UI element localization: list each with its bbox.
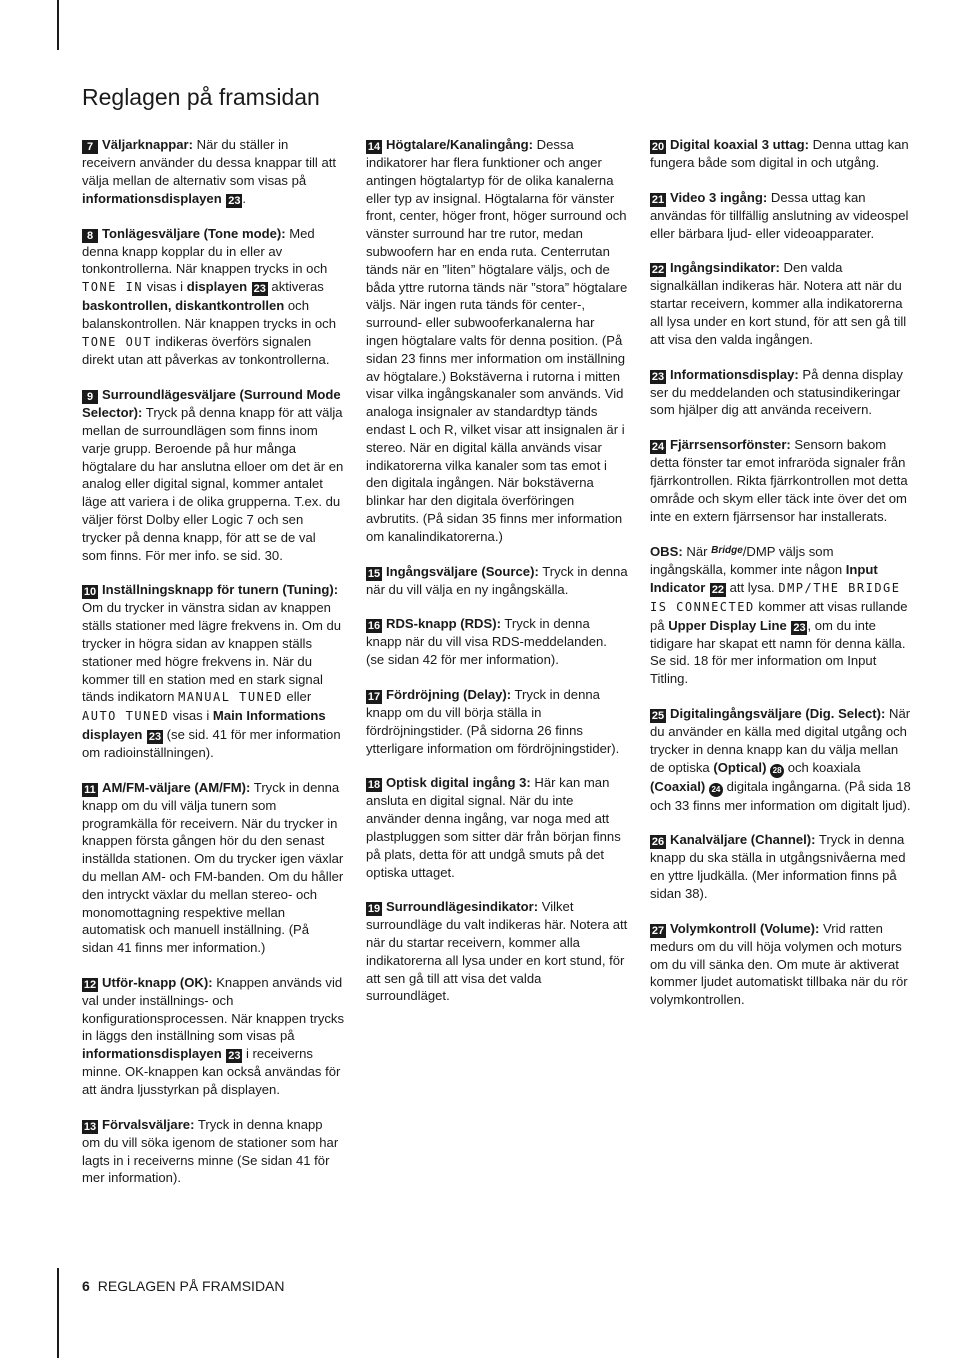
item-text: Vrid ratten medurs om du vill höja volymen och moturs om du vill sänka den. Om mute är aktiverat kommer ljudet automatiskt tillbaka när du rör volymkontrollen. (650, 920, 908, 1008)
number-badge: 16 (367, 620, 381, 633)
number-badge: 13 (83, 1120, 97, 1133)
circled-number-badge: 28 (770, 764, 784, 778)
number-badge: 23 (228, 194, 241, 207)
item-bold: (Coaxial) (650, 778, 706, 794)
footer-label: REGLAGEN PÅ FRAMSIDAN (97, 1278, 285, 1294)
number-badge: 23 (228, 1050, 241, 1063)
item-heading: Volymkontroll (Volume): (670, 920, 820, 936)
item-text: Med denna knapp kopplar du in eller av tonkontrollerna. När knappen trycks in och (82, 225, 328, 277)
display-text: MANUAL TUNED (178, 690, 283, 705)
item-heading: Väljarknappar: (102, 137, 193, 152)
item-bold: Main Informations displayen (82, 708, 326, 742)
number-badge: 25 (651, 709, 665, 722)
number-badge: 12 (83, 978, 97, 991)
display-text: DMP/THE BRIDGE IS CONNECTED (650, 580, 901, 614)
item-11 (82, 779, 344, 957)
item-9 (82, 386, 344, 564)
item-text: Tryck in denna knapp om du vill börja ställa in fördröjningstider. (På sidorna 26 finns ytterligare information om fördröjningstider). (366, 686, 620, 756)
item-text: Här kan man ansluta en digital signal. När du inte använder denna ingång, var noga med att plastpluggen som sitter där från början finns på plats, detta för att undgå smuts på det optiska uttaget. (366, 775, 621, 880)
item-text: När du använder en källa med digital utgång och trycker in denna knapp kan du välja mellan de optiska (650, 705, 911, 775)
column-right (650, 136, 912, 1026)
number-badge: 9 (82, 390, 98, 404)
item-27 (650, 920, 912, 1009)
item-heading: Fördröjning (Delay): (386, 686, 512, 702)
item-bold: Input Indicator (650, 562, 878, 595)
item-heading: Video 3 ingång: (670, 189, 768, 205)
item-21 (650, 189, 912, 243)
item-10 (82, 581, 344, 761)
footer-rule (57, 1268, 59, 1358)
number-badge: 15 (367, 567, 381, 580)
item-text: Tryck in denna när du vill välja en ny ingångskälla. (366, 563, 628, 597)
item-16 (366, 615, 628, 669)
item-text: Dessa indikatorer har flera funktioner och anger antingen högtalartyp för de olika kanalerna eller typ av insignal. Högtalarna för vänster front, center, höger front, höger surround och vänster surround har tre rutor, medan subwoofern har en enda ruta. Centerrutan tänds när en ”liten” högtalare väljs, och de båda yttre rutorna tänds när ”stora” högtalare väljs. När ingen ruta tänds för center-, surround- eller subwooferkanalerna har ingen högtalare valts för denna position. (På sidan 23 finns mer information om inställning av högtalare.) Bokstäverna i rutorna i mitten visar vilka ingångskanaler som används. Vid analoga insignaler av standardtyp tänds endast L och R, vilket visar att insignalen är i stereo. När en digital källa används visar indikatorerna vilka kanaler som tas emot i den digitala ingången. När bokstäverna blinkar har den digitala överföringen avbrutits. (På sidan 35 finns mer information om kanalindikatorerna.) (366, 137, 628, 544)
item-heading: Ingångsväljare (Source): (386, 563, 539, 579)
number-badge: 14 (367, 141, 381, 153)
item-7 (82, 136, 344, 208)
item-15 (366, 563, 628, 599)
number-badge: 8 (82, 229, 98, 243)
item-13 (82, 1116, 344, 1187)
item-heading: AM/FM-väljare (AM/FM): (102, 779, 251, 795)
item-17 (366, 686, 628, 757)
page-title: Reglagen på framsidan (82, 84, 320, 110)
item-heading: Tonlägesväljare (Tone mode): (102, 225, 286, 241)
number-badge: 7 (82, 140, 98, 154)
page-footer (82, 1278, 285, 1294)
item-text: eller (282, 689, 312, 705)
item-text: kommer att visas rullande på (650, 598, 908, 633)
item-text: När du ställer in receivern använder du dessa knappar till att välja mellan de alternativ som visas på (82, 137, 337, 188)
item-heading: Fjärrsensorfönster: (670, 437, 791, 453)
number-badge: 10 (83, 586, 97, 599)
item-bold: baskontrollen, diskantkontrollen (82, 297, 285, 313)
item-heading: Högtalare/Kanalingång: (386, 137, 533, 152)
item-bold: displayen (186, 279, 248, 295)
item-14 (366, 136, 628, 546)
item-12 (82, 974, 344, 1099)
number-badge: 22 (711, 583, 725, 596)
display-text: TONE OUT (82, 334, 152, 349)
item-heading: Surroundlägesväljare (Surround Mode Selector): (82, 387, 341, 421)
item-bold: informationsdisplayen (82, 1046, 222, 1062)
top-margin-rule (57, 0, 59, 50)
item-text: visas i (169, 708, 213, 724)
item-text: och koaxiala (784, 759, 861, 775)
number-badge: 20 (651, 141, 665, 153)
item-text: att lysa. (725, 579, 779, 595)
number-badge: 23 (253, 283, 266, 296)
item-text: Knappen används vid val under inställnings- och konfigurationsprocessen. När knappen trycks in läggs den inställning som visas på (82, 974, 345, 1044)
item-text: När (682, 544, 712, 560)
item-text: aktiveras (267, 279, 324, 295)
item-bold: (Optical) (713, 759, 767, 775)
note-heading: OBS: (650, 544, 683, 560)
item-bold: Upper Display Line (668, 617, 787, 633)
number-badge: 23 (651, 370, 665, 383)
item-text: visas i (143, 279, 187, 295)
number-badge: 19 (367, 903, 381, 916)
item-heading: Inställningsknapp för tunern (Tuning): (102, 582, 339, 598)
item-18 (366, 774, 628, 881)
number-badge: 22 (651, 264, 665, 277)
circled-number-badge: 24 (709, 783, 723, 797)
column-left (82, 136, 344, 1204)
item-25 (650, 705, 912, 814)
number-badge: 11 (82, 783, 98, 797)
item-8 (82, 225, 344, 370)
item-heading: Digital koaxial 3 uttag: (670, 137, 809, 152)
bridge-logo: Bridge (711, 545, 743, 557)
item-text: digitala ingångarna. (På sida 18 och 33 finns mer information om digitalt ljud). (650, 778, 911, 813)
number-badge: 27 (651, 924, 665, 937)
number-badge: 23 (793, 621, 806, 634)
column-middle (366, 136, 628, 1022)
item-text: Vilket surroundläge du valt indikeras här. Notera att när du startar receivern, kommer alla indikatorerna all lysa under en kort stund, för att sen gå till att visa det valda surroundläget. (366, 899, 628, 1004)
item-text: Om du trycker in vänstra sidan av knappen ställs stationer med lägre frekvens in. Om du trycker in högra sidan av knappen ställs stationer med högre frekvens in. När du kommer till en station med en stark signal tänds indikatorn (82, 600, 342, 705)
item-text: Denna uttag kan fungera både som digital in och utgång. (650, 137, 909, 170)
item-text: Den valda signalkällan indikeras här. Notera att när du startar receivern, kommer alla indikatorerna all lysa under en kort stund, för att sen gå till att visa den valda ingången. (650, 260, 907, 347)
number-badge: 21 (651, 193, 665, 206)
display-text: AUTO TUNED (82, 709, 170, 724)
item-text: . (242, 190, 246, 206)
item-text: På denna display ser du meddelanden och statusindikeringar som hjälper dig att använda receivern. (650, 366, 903, 418)
number-badge: 24 (651, 441, 665, 454)
item-text: Tryck in denna knapp om du vill söka igenom de stationer som har lagts in i receiverns minne (Se sidan 41 för mer information). (82, 1116, 339, 1186)
item-text: , om du inte tidigare har skapat ett namn för denna källa. Se sid. 18 för mer information om Input Titling. (650, 617, 906, 687)
item-26 (650, 831, 912, 902)
item-text: /DMP väljs som ingångskälla, kommer inte någon (650, 544, 846, 578)
item-heading: Informationsdisplay: (670, 366, 799, 382)
item-heading: Surroundlägesindikator: (386, 899, 539, 915)
item-heading: Utför-knapp (OK): (102, 974, 213, 990)
item-text: Sensorn bakom detta fönster tar emot infraröda signaler från fjärrkontrollen. Rikta fjärrkontrollen mot detta område och skym eller täck inte över det om inte en extern fjärrsensor har installerats. (650, 437, 908, 524)
number-badge: 17 (367, 690, 381, 703)
item-19 (366, 898, 628, 1005)
item-heading: Digitalingångsväljare (Dig. Select): (670, 705, 886, 721)
item-text: Tryck på denna knapp för att välja mellan de surroundlägen som finns inom varje grupp. Beroende på hur många högtalare du har anslutna elloer om det är en analog eller digital signal, kommer antalet läge att variera i de olika grupperna. T.ex. du väljer först Dolby eller Logic 7 och sen trycker på denna knapp, för att se de val som finns. För mer info. se sid. 30. (82, 405, 344, 563)
item-23 (650, 366, 912, 420)
item-text: Tryck in denna knapp när du vill visa RDS-meddelanden. (se sidan 42 för mer information). (366, 616, 607, 668)
item-20 (650, 136, 912, 172)
item-text: (se sid. 41 för mer information om radioinställningen). (82, 726, 341, 760)
item-heading: Kanalväljare (Channel): (670, 832, 816, 848)
item-heading: RDS-knapp (RDS): (386, 616, 501, 632)
item-text: Tryck in denna knapp du ska ställa in utgångsnivåerna med en yttre ljudkälla. (Mer information finns på sidan 38). (650, 832, 906, 901)
item-text: i receiverns minne. OK-knappen kan också användas för att ändra ljusstyrkan på displayen. (82, 1046, 341, 1098)
page-number: 6 (82, 1278, 90, 1294)
item-heading: Optisk digital ingång 3: (386, 775, 531, 791)
number-badge: 18 (367, 779, 381, 792)
item-text: Tryck in denna knapp om du vill välja tunern som programkälla för receivern. När du trycker in knappen första gången hör du den senast inställda stationen. Om du trycker igen växlar du mellan AM- och FM-banden. Om du håller den intryckt växlar du mellan stereo- och monomottagning respektive mellan automatisk och manuell inställning. (På sidan 41 finns mer information.) (82, 779, 344, 956)
item-heading: Ingångsindikator: (670, 260, 780, 276)
item-heading: Förvalsväljare: (102, 1116, 195, 1132)
item-bold: informationsdisplayen (82, 190, 222, 206)
item-24 (650, 436, 912, 525)
item-22 (650, 259, 912, 348)
note-obs (650, 542, 912, 688)
item-text: och balanskontrollen. När knappen trycks in och (82, 297, 337, 331)
number-badge: 23 (148, 730, 162, 743)
item-text: Dessa uttag kan användas för tillfällig anslutning av videospel eller bärbara ljud- eller videoapparater. (650, 189, 909, 241)
number-badge: 26 (651, 836, 665, 849)
item-text: indikeras överförs signalen direkt utan att påverkas av tonkontrollerna. (82, 333, 330, 368)
display-text: TONE IN (82, 280, 144, 295)
